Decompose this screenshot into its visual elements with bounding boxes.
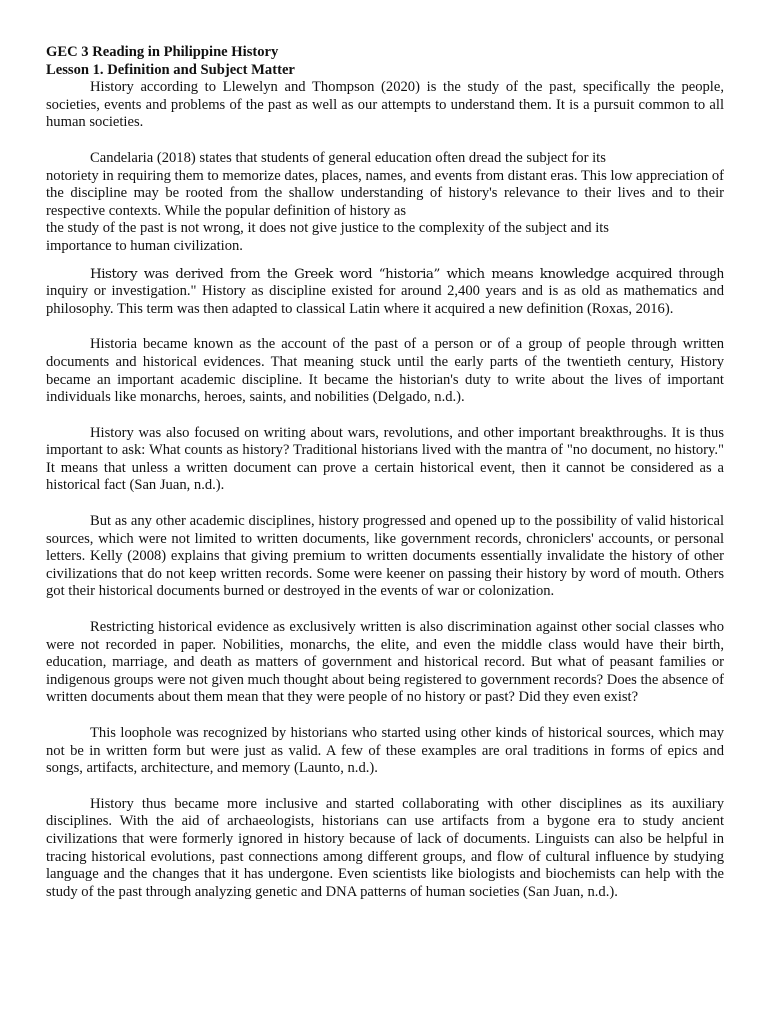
paragraph-what-counts: History was also focused on writing about wars, revolutions, and other important breakthroughs. It is thus important to ask: What counts as history? Traditional historians lived with the mantra of "no document, no history." It means that unless a written document can prove a certain historical event, then it cannot be considered as a historical fact (San Juan, n.d.).	[46, 424, 724, 494]
document-page	[46, 44, 724, 919]
paragraph-greek-origin-rest: through inquiry or investigation." History as discipline existed for around 2,400 years and is as old as mathematics and philosophy. This term was then adapted to classical Latin where it acquired a new definition (Roxas, 2016).	[46, 265, 724, 317]
paragraph-candelaria-line-3: the study of the past is not wrong, it does not give justice to the complexity of the subject and its	[46, 220, 609, 237]
paragraph-candelaria-line-4: importance to human civilization.	[46, 237, 243, 254]
paragraph-candelaria	[46, 150, 724, 256]
paragraph-candelaria-line-2: notoriety in requiring them to memorize dates, places, names, and events from distant eras. This low appreciation of the discipline may be rooted from the shallow understanding of history's relevance to their lives and to their respective contexts. While the popular definition of history as	[46, 167, 724, 219]
lesson-title: Lesson 1. Definition and Subject Matter	[46, 61, 295, 78]
paragraph-greek-origin-lead: History was derived from the Greek word “historia” which means knowledge acquired	[90, 266, 673, 282]
paragraph-historia-account: Historia became known as the account of the past of a person or of a group of people through written documents and historical evidences. That meaning stuck until the early parts of the twentieth century, History became an important academic discipline. It became the historian's duty to write about the lives of important individuals like monarchs, heroes, saints, and nobilities (Delgado, n.d.).	[46, 336, 724, 406]
paragraph-valid-sources: But as any other academic disciplines, history progressed and opened up to the possibility of valid historical sources, which were not limited to written documents, like government records, chroniclers' accounts, or personal letters. Kelly (2008) explains that giving premium to written documents essentially invalidate the history of other civilizations that do not keep written records. Some were keener on passing their history by word of mouth. Others got their historical documents burned or destroyed in the events of war or colonization.	[46, 513, 724, 600]
paragraph-greek-origin	[46, 266, 724, 319]
course-title: GEC 3 Reading in Philippine History	[46, 44, 279, 60]
paragraph-discrimination: Restricting historical evidence as exclusively written is also discrimination against other social classes who were not recorded in paper. Nobilities, monarchs, the elite, and even the middle class would have their birth, education, marriage, and death as matters of government and historical record. But what of peasant families or indigenous groups were not given much thought about being registered to government records? Does the absence of written documents about them mean that they were people of no history or past? Did they even exist?	[46, 619, 724, 706]
paragraph-history-definition: History according to Llewelyn and Thompson (2020) is the study of the past, specifically the people, societies, events and problems of the past as well as our attempts to understand them. It is a pursuit common to all human societies.	[46, 79, 724, 131]
paragraph-candelaria-line-1: Candelaria (2018) states that students of general education often dread the subject for its	[90, 149, 606, 166]
paragraph-auxiliary-disciplines: History thus became more inclusive and started collaborating with other disciplines as its auxiliary disciplines. With the aid of archaeologists, historians can use artifacts from a bygone era to study ancient civilizations that were formerly ignored in history because of lack of documents. Linguists can also be helpful in tracing historical evolutions, past connections among different groups, and flow of cultural influence by studying language and the changes that it has undergone. Even scientists like biologists and biochemists can help with the study of the past through analyzing genetic and DNA patterns of human societies (San Juan, n.d.).	[46, 795, 724, 900]
paragraph-loophole: This loophole was recognized by historians who started using other kinds of historical sources, which may not be in written form but were just as valid. A few of these examples are oral traditions in forms of epics and songs, artifacts, architecture, and memory (Launto, n.d.).	[46, 725, 724, 777]
